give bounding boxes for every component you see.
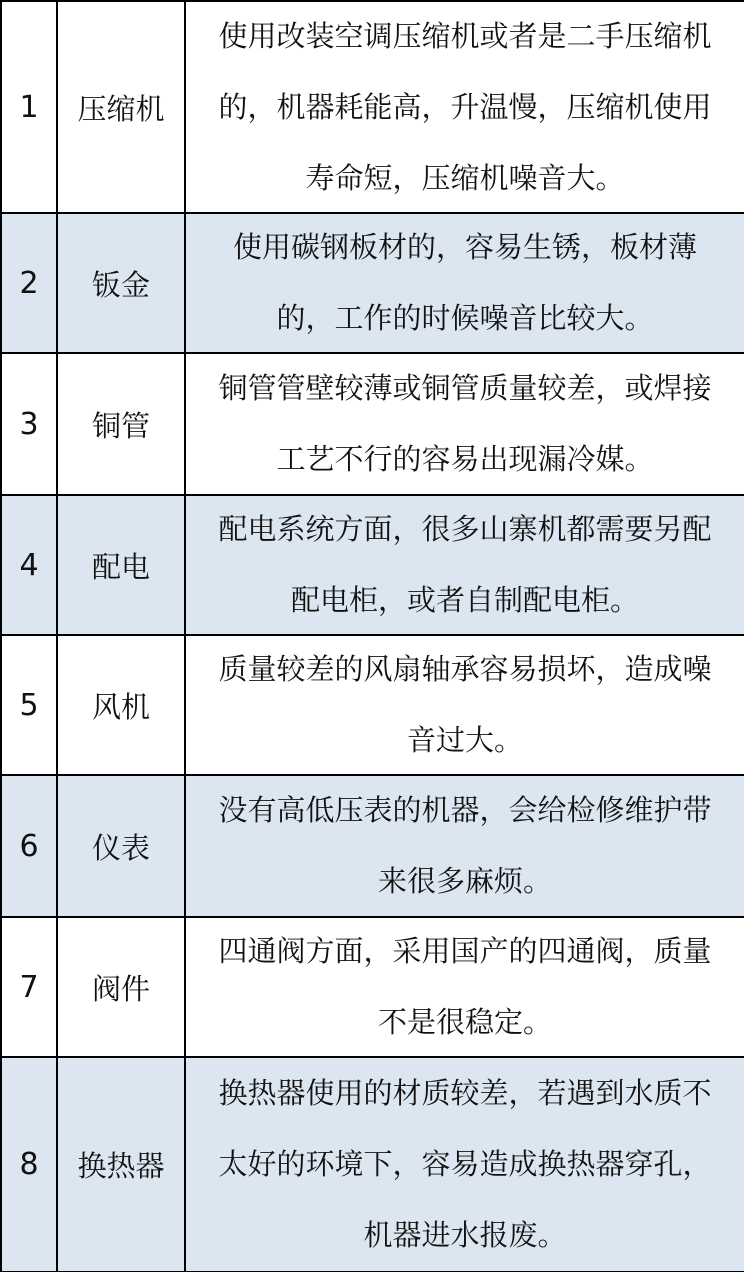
table-row: [2, 214, 744, 354]
row-number: 1: [2, 2, 58, 212]
row-number: 5: [2, 636, 58, 774]
defect-description: 配电系统方面，很多山寨机都需要另配配电柜，或者自制配电柜。: [218, 512, 712, 617]
defect-description: 使用改装空调压缩机或者是二手压缩机的，机器耗能高，升温慢，压缩机使用寿命短，压缩机噪音大。: [218, 18, 712, 195]
table-row: [2, 918, 744, 1058]
row-number: 7: [2, 918, 58, 1056]
defect-description: 换热器使用的材质较差，若遇到水质不太好的环境下，容易造成换热器穿孔，机器进水报废。: [218, 1076, 712, 1252]
defect-description: 没有高低压表的机器，会给检修维护带来很多麻烦。: [218, 793, 712, 898]
defect-description: 质量较差的风扇轴承容易损坏，造成噪音过大。: [218, 652, 712, 757]
component-name: 阀件: [58, 918, 186, 1056]
component-name: 铜管: [58, 354, 186, 494]
row-number: 2: [2, 214, 58, 352]
table-row: [2, 354, 744, 496]
table-row: [2, 2, 744, 214]
defect-description: 四通阀方面，采用国产的四通阀，质量不是很稳定。: [218, 934, 712, 1039]
table-row: [2, 776, 744, 918]
component-name: 配电: [58, 496, 186, 634]
table-row: [2, 496, 744, 636]
defect-description: 使用碳钢板材的，容易生锈，板材薄的，工作的时候噪音比较大。: [232, 230, 697, 335]
component-name: 风机: [58, 636, 186, 774]
defect-description: 铜管管壁较薄或铜管质量较差，或焊接工艺不行的容易出现漏冷媒。: [218, 371, 712, 476]
table-row: [2, 636, 744, 776]
table-row: [2, 1058, 744, 1271]
component-name: 换热器: [58, 1058, 186, 1271]
component-name: 压缩机: [58, 2, 186, 212]
component-name: 仪表: [58, 776, 186, 916]
row-number: 3: [2, 354, 58, 494]
row-number: 6: [2, 776, 58, 916]
row-number: 8: [2, 1058, 58, 1271]
row-number: 4: [2, 496, 58, 634]
component-name: 钣金: [58, 214, 186, 352]
